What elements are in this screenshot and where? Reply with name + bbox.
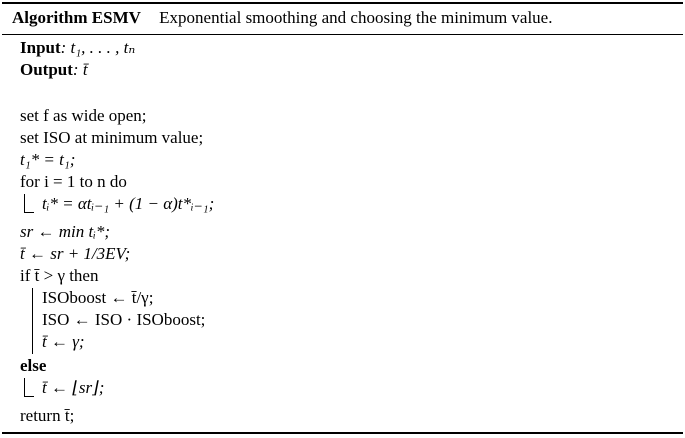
- step-for-loop: for i = 1 to n do: [20, 172, 127, 191]
- output-line: Output: t̄: [20, 60, 88, 79]
- for-body-vline: [24, 194, 25, 212]
- caption-rule: [2, 34, 683, 35]
- algorithm-caption: [12, 8, 552, 28]
- algorithm-box: [2, 2, 683, 434]
- algorithm-title: Exponential smoothing and choosing the minimum value.: [159, 8, 553, 27]
- step-if: if t̄ > γ then: [20, 266, 99, 285]
- step-return: return t̄;: [20, 406, 75, 425]
- step-iso-update: ISO ← ISO · ISOboost;: [42, 310, 206, 329]
- step-set-iso: set ISO at minimum value;: [20, 128, 204, 147]
- step-smoothing: tᵢ* = αtᵢ₋₁ + (1 − α)t*ᵢ₋₁;: [42, 194, 215, 213]
- top-rule: [2, 2, 683, 4]
- else-body-vline: [24, 378, 25, 396]
- step-min: sr ← min tᵢ*;: [20, 222, 111, 241]
- step-floor: t̄ ← ⌊sr⌋;: [42, 378, 105, 397]
- step-t-bar: t̄ ← sr + 1/3EV;: [20, 244, 131, 263]
- else-body-hline: [24, 396, 34, 397]
- step-init-t1: t₁* = t₁;: [20, 150, 76, 169]
- for-body-hline: [24, 212, 34, 213]
- step-else: else: [20, 356, 47, 375]
- if-body-vline: [32, 288, 33, 354]
- bottom-rule: [2, 432, 683, 434]
- step-iso-boost: ISOboost ← t̄/γ;: [42, 288, 154, 307]
- input-line: Input: t₁, . . . , tₙ: [20, 38, 136, 57]
- step-set-f: set f as wide open;: [20, 106, 147, 125]
- step-t-gamma: t̄ ← γ;: [42, 332, 85, 351]
- algorithm-label: Algorithm ESMV: [12, 8, 141, 27]
